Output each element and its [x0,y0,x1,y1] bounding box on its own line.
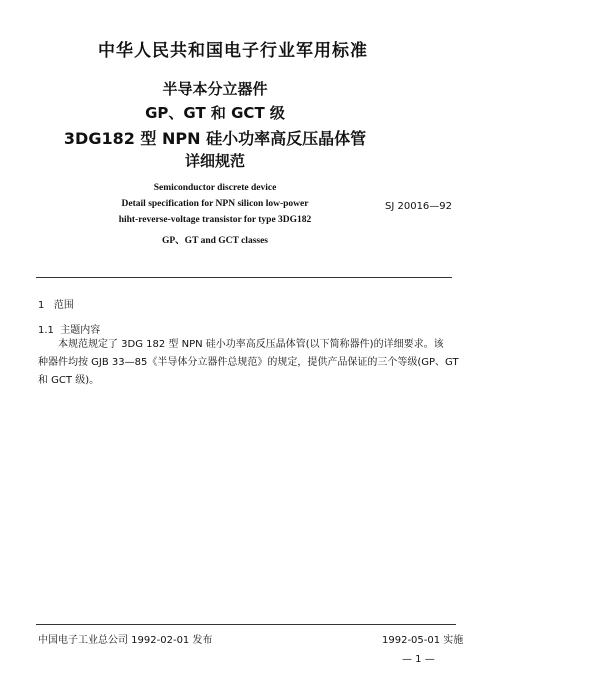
section-1-1-heading [38,321,100,336]
footer-divider [36,624,456,625]
section-1-1-title: 主题内容 [60,325,101,336]
section-1-title: 范围 [53,300,74,311]
section-1-heading [38,296,74,311]
section-1-1-number: 1.1 [38,325,54,336]
title-cn-line1: 半导本分立器件 [162,80,268,98]
standard-code: SJ 20016—92 [385,201,453,212]
body-line-2: 种器件均按 GJB 33—85《半导体分立器件总规范》的规定，提供产品保证的三个等级(GP、GT [38,357,459,368]
title-cn-line2: GP、GT 和 GCT 级 [145,104,285,122]
title-cn-line3: 3DG182 型 NPN 硅小功率高反压晶体管 [63,129,367,148]
page-number: — 1 — [402,654,435,665]
title-en-line3: hiht-reverse-voltage transistor for type 3DG182 [118,215,312,225]
title-en-line2: Detail specification for NPN silicon low-power [121,199,309,209]
title-cn-line4: 详细规范 [184,152,245,170]
title-en-line4: GP、GT and GCT classes [161,236,269,246]
issue-info: 中国电子工业总公司 1992-02-01 发布 [38,635,213,646]
title-en-line1: Semiconductor discrete device [153,183,277,193]
body-paragraph [38,336,466,390]
standard-category-header: 中华人民共和国电子行业军用标准 [98,41,368,61]
section-1-number: 1 [38,300,45,311]
header-divider [36,277,452,278]
body-line-1: 本规范规定了 3DG 182 型 NPN 硅小功率高反压晶体管(以下简称器件)的详细要求。该 [58,339,444,350]
body-line-3: 和 GCT 级)。 [38,375,100,386]
effective-date: 1992-05-01 实施 [382,635,464,646]
